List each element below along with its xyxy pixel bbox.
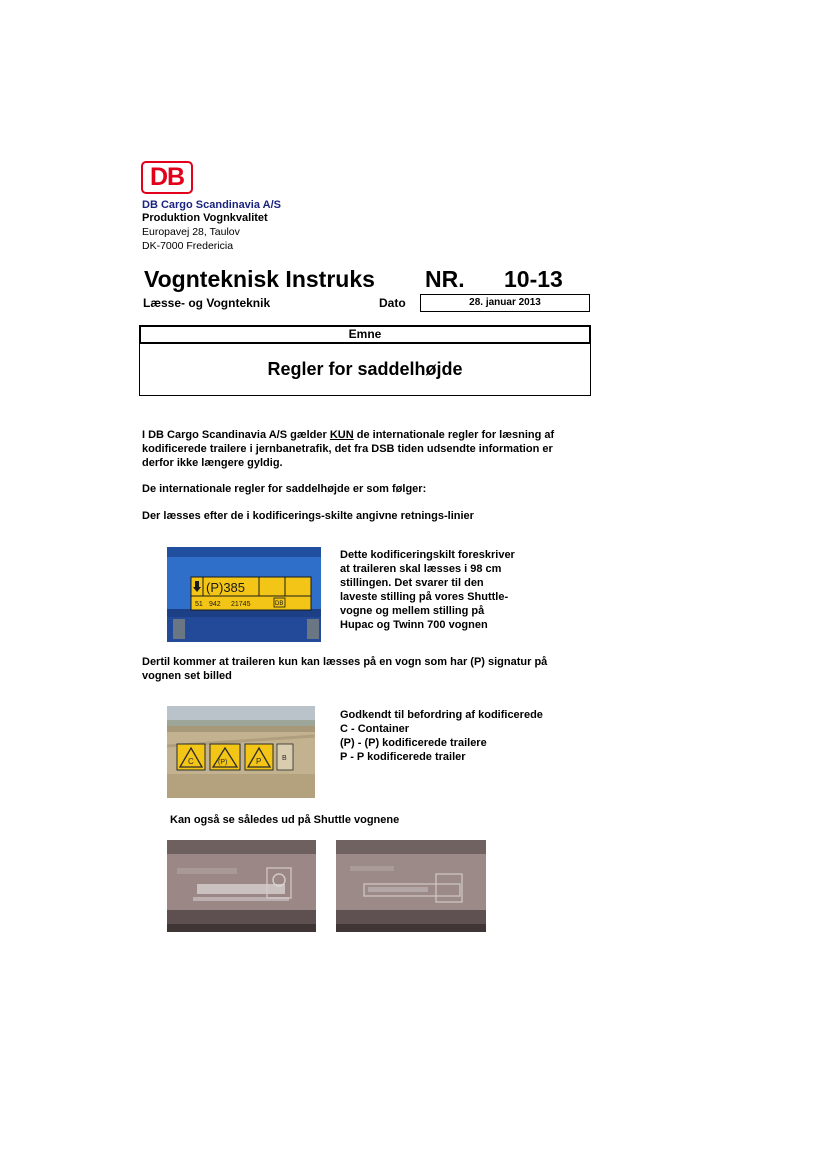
coding-plate-caption	[340, 548, 515, 632]
plate-main-code: (P)385	[206, 580, 246, 595]
sign-c: C	[188, 757, 194, 766]
caption2-line: P - P kodificerede trailer	[340, 751, 466, 763]
intro-text-start: I DB Cargo Scandinavia A/S gælder	[142, 429, 330, 441]
rules-heading: De internationale regler for saddelhøjde er som følger:	[142, 483, 427, 495]
db-logo-text: DB	[149, 163, 185, 191]
plate-row-3: 21745	[231, 601, 251, 608]
small-plate-b: B	[282, 755, 287, 762]
caption1-line: Dette kodificeringskilt foreskriver	[340, 549, 515, 561]
caption2-line: C - Container	[340, 723, 410, 735]
caption1-line: Hupac og Twinn 700 vognen	[340, 619, 488, 631]
intro-emphasis: KUN	[329, 429, 354, 441]
caption1-line: laveste stilling på vores Shuttle-	[340, 591, 509, 603]
document-subtitle: Læsse- og Vognteknik	[143, 296, 271, 310]
company-name: DB Cargo Scandinavia A/S	[142, 199, 281, 211]
caption2-line: (P) - (P) kodificerede trailere	[340, 737, 487, 749]
shuttle-marking-photo-2	[336, 840, 486, 932]
coding-plate-image	[167, 547, 321, 642]
approval-signs-photo	[167, 706, 315, 798]
intro-paragraph	[142, 428, 562, 470]
address-line-1: Europavej 28, Taulov	[142, 226, 240, 238]
department-name: Produktion Vognkvalitet	[142, 212, 268, 224]
rules-instruction: Der læsses efter de i kodificerings-skilte angivne retnings-linier	[142, 510, 474, 522]
sign-p: P	[256, 757, 262, 766]
plate-row-1: 51	[195, 601, 203, 608]
caption1-line: at traileren skal læsses i 98 cm	[340, 563, 502, 575]
subject-title: Regler for saddelhøjde	[139, 344, 591, 396]
approval-signs-image	[167, 706, 315, 798]
shuttle-heading: Kan også se således ud på Shuttle vognene	[170, 814, 400, 826]
p-signature-paragraph: Dertil kommer at traileren kun kan læsses på en vogn som har (P) signatur på vognen set billed	[142, 656, 548, 682]
date-field: 28. januar 2013	[420, 294, 590, 312]
approval-caption	[340, 708, 543, 764]
date-label: Dato	[379, 296, 406, 310]
shuttle-marking-image-1	[167, 840, 316, 932]
address-line-2: DK-7000 Fredericia	[142, 240, 234, 252]
plate-row-4: DB	[275, 601, 284, 607]
shuttle-marking-photo-1	[167, 840, 316, 932]
shuttle-marking-image-2	[336, 840, 486, 932]
subject-label: Emne	[139, 325, 591, 344]
coding-plate-photo	[167, 547, 321, 642]
intro-text-end: de internationale regler for læsning af kodificerede trailere i jernbanetrafik, det fra DSB tiden udsendte information er derfor ikke længere gyldig.	[142, 429, 555, 469]
db-logo	[141, 161, 193, 194]
nr-value: 10-13	[504, 266, 563, 292]
document-title: Vognteknisk Instruks	[144, 266, 375, 292]
sign-p-parenthesized: (P)	[218, 759, 228, 766]
caption1-line: vogne og mellem stilling på	[340, 605, 485, 617]
caption2-line: Godkendt til befordring af kodificerede	[340, 709, 543, 721]
plate-row-2: 942	[209, 601, 221, 608]
nr-label: NR.	[425, 266, 465, 292]
caption1-line: stillingen. Det svarer til den	[340, 577, 484, 589]
